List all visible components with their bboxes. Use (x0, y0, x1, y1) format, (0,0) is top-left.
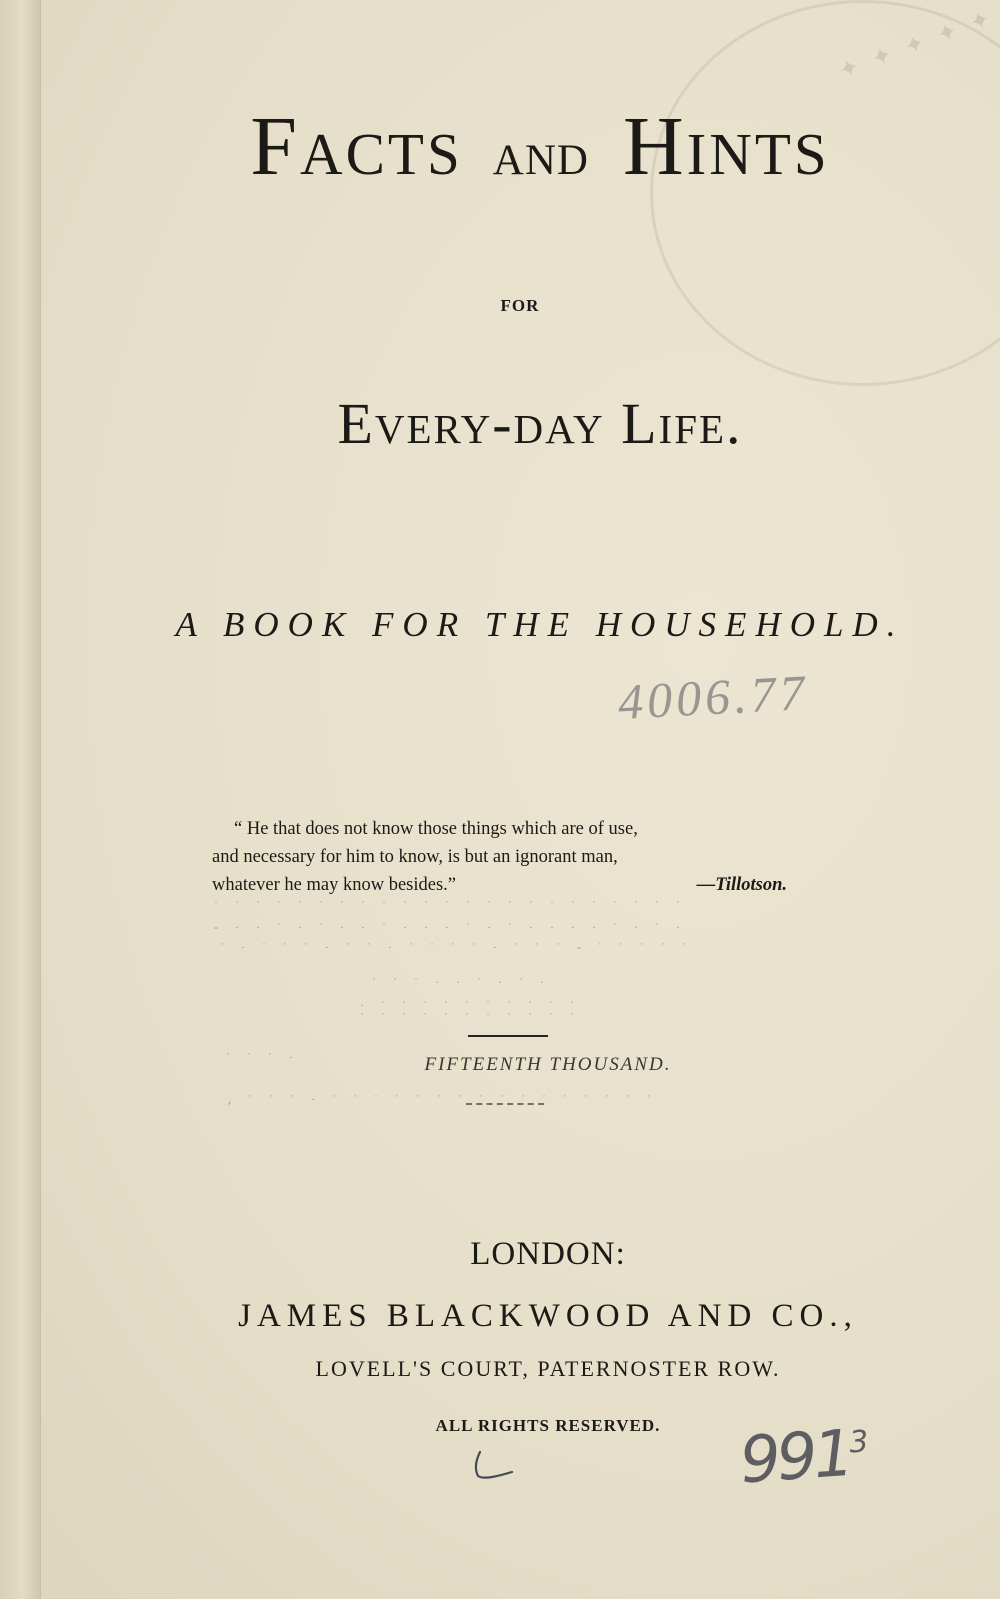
shelf-mark-superscript: 3 (848, 1424, 870, 1461)
show-through-specks: ˙ ˙ ˙ · · ˙ · ˙ · (372, 975, 551, 989)
show-through-specks: ˙ ˙ ˙ ˙ ˙ ˙ ˙ ˙ ˙ ˙ ˙ (360, 1010, 581, 1024)
rights-notice: ALL RIGHTS RESERVED. (435, 1416, 661, 1435)
divider-rule (468, 1035, 548, 1037)
show-through-specks: - · · ˙ · ˙ · · ˙ · · · ˙ · ˙ · · · · ˙ · ˙ · (214, 920, 687, 934)
epigraph (212, 815, 787, 899)
binding-gutter (0, 0, 41, 1599)
book-subtitle: Every-day Life. (337, 391, 743, 456)
epigraph-line-1: “ He that does not know those things which are of use, (234, 819, 638, 839)
pencil-scrawl-mark (468, 1446, 518, 1486)
imprint-city: LONDON: (470, 1236, 626, 1272)
imprint-address: LOVELL'S COURT, PATERNOSTER ROW. (315, 1356, 781, 1381)
book-title (40, 98, 1000, 195)
show-through-specks: ˙ ˙ ˙ · (226, 1050, 300, 1064)
show-through-specks: , ˙ ˙ ˙ · ˙ ˙ ˙ ˙ ˙ ˙ ˙ ˙ ˙ ˙ ˙ ˙ ˙ ˙ ˙ ˙ (228, 1092, 658, 1106)
shelf-mark-number: 991 (737, 1416, 853, 1499)
show-through-specks: · ˙ ˙ ˙ ˙ ˙ ˙ ˙ ˙ ˙ ˙ (360, 998, 581, 1012)
title-for: FOR (500, 296, 540, 315)
accession-number: 4006.77 (616, 664, 810, 730)
epigraph-line-2: and necessary for him to know, is but an ignorant man, (212, 847, 618, 867)
title-word-and: and (492, 120, 589, 188)
title-word-facts: Facts (250, 100, 463, 193)
epigraph-line-3-text: whatever he may know besides.” (212, 875, 457, 895)
edition-statement: FIFTEENTH THOUSAND. (424, 1054, 672, 1075)
epigraph-attribution: —Tillotson. (696, 875, 787, 895)
show-through-specks: ˙ ˙ ˙ ˙ ˙ ˙ ˙ ˙ ˙ ˙ ˙ ˙ ˙ ˙ ˙ ˙ ˙ ˙ ˙ ˙ ˙ ˙ ˙ (214, 898, 687, 912)
title-word-hints: Hints (622, 100, 830, 193)
imprint-publisher: JAMES BLACKWOOD AND CO., (238, 1298, 858, 1334)
epigraph-line-3 (212, 871, 787, 899)
show-through-specks: ˙ · ˙ ˙ ˙ · ˙ ˙ · ˙ ˙ ˙ ˙ · ˙ ˙ ˙ - ˙ ˙ ˙ ˙ ˙ (220, 940, 693, 954)
divider-rule-faint (466, 1103, 544, 1106)
shelf-mark (738, 1416, 872, 1499)
book-tagline: A BOOK FOR THE HOUSEHOLD. (175, 605, 905, 644)
library-stamp-text: ✦ ✦ ✦ ✦ ✦ (835, 3, 998, 86)
